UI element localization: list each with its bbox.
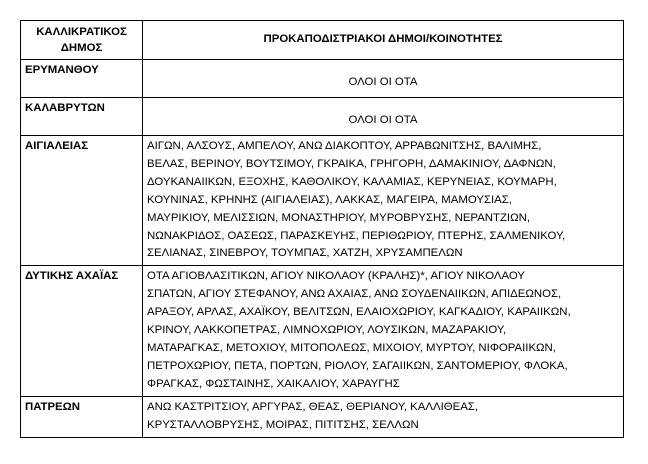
communities-cell: [143, 98, 624, 136]
communities-line: ΟΤΑ ΑΓΙΟΒΛΑΣΙΤΙΚΩΝ, ΑΓΙΟΥ ΝΙΚΟΛΑΟΥ (ΚΡΑΛΗΣ)*, ΑΓΙΟΥ ΝΙΚΟΛΑΟΥ: [147, 270, 525, 283]
communities-line: ΣΠΑΤΩΝ, ΑΓΙΟΥ ΣΤΕΦΑΝΟΥ, ΑΝΩ ΑΧΑΙΑΣ, ΑΝΩ ΣΟΥΔΕΝΑΙΙΚΩΝ, ΑΠΙΔΕΩΝΟΣ,: [147, 288, 562, 301]
municipality-name: ΕΡΥΜΑΝΘΟΥ: [21, 60, 143, 98]
table-header-row: [21, 21, 624, 60]
header-col-a-line: ΔΗΜΟΣ: [60, 42, 103, 54]
header-col-a-line: ΚΑΛΛΙΚΡΑΤΙΚΟΣ: [36, 26, 127, 38]
communities-line: ΟΛΟΙ ΟΙ ΟΤΑ: [348, 114, 418, 126]
table-row: [21, 136, 624, 266]
municipality-name: ΔΥΤΙΚΗΣ ΑΧΑΪΑΣ: [21, 266, 143, 396]
table-row: [21, 396, 624, 437]
communities-line: ΜΑΥΡΙΚΙΟΥ, ΜΕΛΙΣΣΙΩΝ, ΜΟΝΑΣΤΗΡΙΟΥ, ΜΥΡΟΒΡΥΣΗΣ, ΝΕΡΑΝΤΖΙΩΝ,: [147, 211, 530, 224]
table-row: [21, 266, 624, 396]
municipality-name: ΠΑΤΡΕΩΝ: [21, 396, 143, 437]
communities-line: ΠΕΤΡΟΧΩΡΙΟΥ, ΠΕΤΑ, ΠΟΡΤΩΝ, ΡΙΟΛΟΥ, ΣΑΓΑΙΙΚΩΝ, ΣΑΝΤΟΜΕΡΙΟΥ, ΦΛΟΚΑ,: [147, 359, 568, 372]
communities-cell: [143, 60, 624, 98]
header-prokapodistriakoi-dimoi: ΠΡΟΚΑΠΟΔΙΣΤΡΙΑΚΟΙ ΔΗΜΟΙ/ΚΟΙΝΟΤΗΤΕΣ: [143, 21, 624, 60]
header-kallikratikos-dimos: [21, 21, 143, 60]
table-row: [21, 60, 624, 98]
communities-line: ΑΙΓΩΝ, ΑΛΣΟΥΣ, ΑΜΠΕΛΟΥ, ΑΝΩ ΔΙΑΚΟΠΤΟΥ, ΑΡΡΑΒΩΝΙΤΣΗΣ, ΒΑΛΙΜΗΣ,: [147, 140, 542, 152]
communities-line: ΦΡΑΓΚΑΣ, ΦΩΣΤΑΙΝΗΣ, ΧΑΙΚΑΛΙΟΥ, ΧΑΡΑΥΓΗΣ: [147, 377, 400, 390]
communities-line: ΟΛΟΙ ΟΙ ΟΤΑ: [348, 76, 418, 88]
communities-cell: [143, 136, 624, 266]
municipality-name: ΚΑΛΑΒΡΥΤΩΝ: [21, 98, 143, 136]
communities-line: ΔΟΥΚΑΝΑΙΙΚΩΝ, ΕΞΟΧΗΣ, ΚΑΘΟΛΙΚΟΥ, ΚΑΛΑΜΙΑΣ, ΚΕΡΥΝΕΙΑΣ, ΚΟΥΜΑΡΗ,: [147, 175, 557, 188]
communities-line: ΜΑΤΑΡΑΓΚΑΣ, ΜΕΤΟΧΙΟΥ, ΜΙΤΟΠΟΛΕΩΣ, ΜΙΧΟΙΟΥ, ΜΥΡΤΟΥ, ΝΙΦΟΡΑΙΙΚΩΝ,: [147, 341, 556, 354]
communities-line: ΑΡΑΞΟΥ, ΑΡΛΑΣ, ΑΧΑΪΚΟΥ, ΒΕΛΙΤΣΩΝ, ΕΛΑΙΟΧΩΡΙΟΥ, ΚΑΓΚΑΔΙΟΥ, ΚΑΡΑΙΙΚΩΝ,: [147, 306, 571, 319]
communities-line: ΚΡΙΝΟΥ, ΛΑΚΚΟΠΕΤΡΑΣ, ΛΙΜΝΟΧΩΡΙΟΥ, ΛΟΥΣΙΚΩΝ, ΜΑΖΑΡΑΚΙΟΥ,: [147, 324, 507, 337]
municipalities-table: [20, 20, 624, 438]
communities-line: ΑΝΩ ΚΑΣΤΡΙΤΣΙΟΥ, ΑΡΓΥΡΑΣ, ΘΕΑΣ, ΘΕΡΙΑΝΟΥ, ΚΑΛΛΙΘΕΑΣ,: [147, 400, 479, 413]
municipality-name: ΑΙΓΙΑΛΕΙΑΣ: [21, 136, 143, 266]
communities-line: ΚΡΥΣΤΑΛΛΟΒΡΥΣΗΣ, ΜΟΙΡΑΣ, ΠΙΤΙΤΣΗΣ, ΣΕΛΛΩΝ: [147, 418, 419, 431]
communities-line: ΣΕΛΙΑΝΑΣ, ΣΙΝΕΒΡΟΥ, ΤΟΥΜΠΑΣ, ΧΑΤΖΗ, ΧΡΥΣΑΜΠΕΛΩΝ: [147, 247, 463, 260]
communities-line: ΝΩΝΑΚΡΙΔΟΣ, ΟΑΣΕΩΣ, ΠΑΡΑΣΚΕΥΗΣ, ΠΕΡΙΘΩΡΙΟΥ, ΠΤΕΡΗΣ, ΣΑΛΜΕΝΙΚΟΥ,: [147, 229, 566, 242]
communities-cell: [143, 396, 624, 437]
communities-line: ΚΟΥΝΙΝΑΣ, ΚΡΗΝΗΣ (ΑΙΓΙΑΛΕΙΑΣ), ΛΑΚΚΑΣ, ΜΑΓΕΙΡΑ, ΜΑΜΟΥΣΙΑΣ,: [147, 193, 512, 206]
communities-line: ΒΕΛΑΣ, ΒΕΡΙΝΟΥ, ΒΟΥΤΣΙΜΟΥ, ΓΚΡΑΙΚΑ, ΓΡΗΓΟΡΗ, ΔΑΜΑΚΙΝΙΟΥ, ΔΑΦΝΩΝ,: [147, 157, 556, 170]
table-row: [21, 98, 624, 136]
communities-cell: [143, 266, 624, 396]
